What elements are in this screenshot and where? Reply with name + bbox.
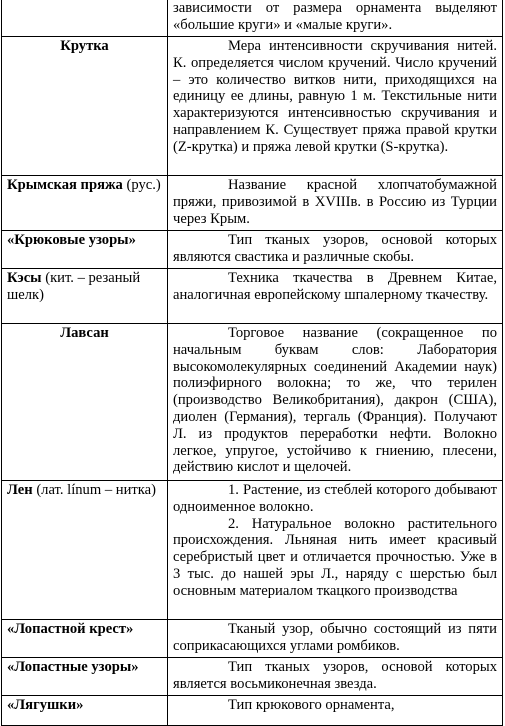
term-label: Кэсы [7, 270, 42, 286]
term-note: (кит. – резаный шелк) [7, 270, 141, 303]
term-cell [2, 620, 168, 658]
glossary-row [2, 37, 503, 176]
term-cell [2, 37, 168, 176]
term-cell [2, 324, 168, 481]
term-label: Лен [7, 482, 33, 498]
glossary-row [2, 324, 503, 481]
definition-cell [168, 620, 503, 658]
glossary-row [2, 269, 503, 324]
glossary-row [2, 658, 503, 696]
term-note: (рус.) [122, 177, 161, 193]
definition-cell [168, 37, 503, 176]
definition-paragraph: Торговое название (сокращенное по начальным буквам слов: Лаборатория высокомолекулярных соединений Академии наук) полиэфирного волокна; то же, что терилен (производство Великобритания), дакрон (США), диолен (Германия), тергаль (Франция). Получают Л. из продуктов переработки нефти. Волокно легкое, упругое, устойчиво к гниению, плесени, действию кислот и щелочей. [173, 325, 497, 476]
definition-paragraph: Название красной хлопчатобумажной пряжи, привозимой в XVIIIв. в Россию из Турции через Крым. [173, 177, 497, 227]
definition-paragraph: 2. Натуральное волокно растительного происхождения. Льняная нить имеет красивый серебристый цвет и отличается прочностью. Уже в 3 тыс. до нашей эры Л., наряду с шерстью был основным материалом ткацкого производства [173, 515, 497, 599]
term-label: Крутка [60, 38, 109, 54]
term-cell [2, 481, 168, 620]
term-label: «Лопастные узоры» [7, 659, 139, 675]
definition-paragraph: Тканый узор, обычно состоящий из пяти соприкасающихся углами ромбиков. [173, 621, 497, 654]
definition-paragraph: Тип тканых узоров, основой которых являются свастика и различные скобы. [173, 232, 497, 265]
term-note: (лат. línum – нитка) [32, 482, 156, 498]
glossary-row [2, 231, 503, 269]
term-cell [2, 176, 168, 231]
glossary-body [2, 0, 503, 726]
definition-cell [168, 696, 503, 726]
definition-cell [168, 231, 503, 269]
glossary-row [2, 696, 503, 726]
glossary-row [2, 176, 503, 231]
definition-cell [168, 324, 503, 481]
glossary-table [1, 0, 503, 726]
definition-paragraph: Мера интенсивности скручивания нитей. К. определяется числом кручений. Число кручений – это количество витков нити, приходящихся на единицу ее длины, равную 1 м. Текстильные нити характеризуются интенсивностью скручивания и направлением К. Существует пряжа правой крутки (Z-крутка) и пряжа левой крутки (S-крутка). [173, 38, 497, 155]
definition-cell [168, 269, 503, 324]
definition-paragraph: Тип крюкового орнамента, [228, 697, 395, 713]
term-cell [2, 696, 168, 726]
term-cell [2, 658, 168, 696]
definition-paragraph: Техника ткачества в Древнем Китае, аналогичная европейскому шпалерному ткачеству. [173, 270, 497, 303]
term-label: Крымская пряжа [7, 177, 123, 193]
term-cell [2, 231, 168, 269]
term-label: Лавсан [60, 325, 109, 341]
glossary-row [2, 620, 503, 658]
definition-cell [168, 176, 503, 231]
definition-cell [168, 658, 503, 696]
definition-cell [168, 0, 503, 37]
definition-cell [168, 481, 503, 620]
term-label: «Крюковые узоры» [7, 232, 136, 248]
glossary-row [2, 0, 503, 37]
definition-paragraph: зависимости от размера орнамента выделяют «большие круги» и «малые круги». [173, 0, 497, 33]
glossary-row [2, 481, 503, 620]
term-label: «Лягушки» [7, 697, 84, 713]
definition-paragraph: 1. Растение, из стеблей которого добывают одноименное волокно. [173, 482, 497, 515]
definition-paragraph: Тип тканых узоров, основой которых является восьмиконечная звезда. [173, 659, 497, 692]
term-label: «Лопастной крест» [7, 621, 134, 637]
term-cell [2, 0, 168, 37]
term-cell [2, 269, 168, 324]
